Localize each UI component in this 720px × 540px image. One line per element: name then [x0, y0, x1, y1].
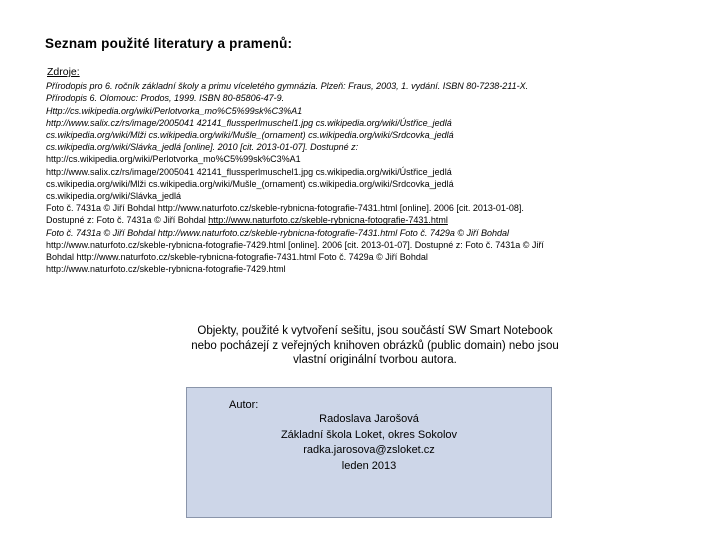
source-line: [46, 190, 686, 202]
note-line: nebo pocházejí z veřejných knihoven obrázků (public domain) nebo jsou: [191, 339, 559, 352]
source-line: [46, 202, 686, 214]
source-text: Http://cs.wikipedia.org/wiki/Perlotvorka_mo%C5%99sk%C3%A1: [46, 105, 303, 116]
source-text: Přírodopis pro 6. ročník základní školy a primu víceletého gymnázia. Plzeň: Fraus, 2003, 1. vydání. ISBN 80-7238-211-X.: [46, 81, 529, 92]
source-text: cs.wikipedia.org/wiki/Slávka_jedlá: [46, 191, 182, 202]
source-text: cs.wikipedia.org/wiki/Mlži cs.wikipedia.org/wiki/Mušle_(ornament) cs.wikipedia.org/wiki/Srdcovka_jedlá: [46, 130, 454, 141]
source-line: [46, 251, 686, 263]
source-text: http://www.salix.cz/rs/image/2005041 42141_flussperlmuschel1.jpg cs.wikipedia.org/wiki/Ústřice_jedlá: [46, 166, 452, 177]
source-text: Bohdal http://www.naturfoto.cz/skeble-rybnicna-fotografie-7431.html Foto č. 7429a © Jiří Bohdal: [46, 252, 428, 263]
source-line: [46, 214, 686, 226]
source-text: Foto č. 7431a © Jiří Bohdal http://www.naturfoto.cz/skeble-rybnicna-fotografie-7431.html [online]. 2006 [cit. 2013-01-08].: [46, 203, 524, 214]
sources-section: [46, 66, 686, 275]
author-name: Radoslava Jarošová: [319, 413, 419, 425]
source-text: Foto č. 7431a © Jiří Bohdal http://www.naturfoto.cz/skeble-rybnicna-fotografie-7431.html Foto č. 7429a © Jiří Bohdal: [46, 227, 509, 238]
source-line: [46, 178, 686, 190]
source-line: [46, 239, 686, 251]
source-line: [46, 80, 686, 92]
author-details: [187, 412, 551, 474]
source-line: [46, 105, 686, 117]
author-label: Autor:: [229, 399, 259, 411]
source-line: [46, 141, 686, 153]
sources-heading: Zdroje:: [47, 66, 80, 78]
source-line: [46, 92, 686, 104]
objects-note: [165, 324, 585, 368]
source-line: [46, 227, 686, 239]
author-school: Základní škola Loket, okres Sokolov: [280, 428, 458, 441]
source-line: [46, 153, 686, 165]
source-line: [46, 263, 686, 275]
author-box: [186, 387, 552, 518]
source-text: cs.wikipedia.org/wiki/Mlži cs.wikipedia.org/wiki/Mušle_(ornament) cs.wikipedia.org/wiki/Srdcovka_jedlá: [46, 178, 454, 189]
sources-list: [46, 80, 686, 275]
author-email[interactable]: radka.jarosova@zsloket.cz: [303, 444, 435, 456]
source-text: http://www.naturfoto.cz/skeble-rybnicna-fotografie-7429.html: [46, 264, 286, 275]
source-line: [46, 117, 686, 129]
source-line: [46, 129, 686, 141]
source-line: [46, 166, 686, 178]
author-date: leden 2013: [341, 459, 397, 472]
page-title: Seznam použité literatury a pramenů:: [45, 36, 293, 51]
source-text: Přírodopis 6. Olomouc: Prodos, 1999. ISBN 80-85806-47-9.: [46, 93, 285, 104]
note-line: Objekty, použité k vytvoření sešitu, jsou součástí SW Smart Notebook: [197, 325, 553, 337]
source-text: Dostupné z: Foto č. 7431a © Jiří Bohdal: [46, 215, 209, 226]
source-link[interactable]: http://www.naturfoto.cz/skeble-rybnicna-fotografie-7431.html: [208, 215, 448, 226]
note-line: vlastní originální tvorbou autora.: [293, 354, 457, 367]
source-text: http://www.naturfoto.cz/skeble-rybnicna-fotografie-7429.html [online]. 2006 [cit. 2013-01-07]. Dostupné z: Foto č. 7431a © Jiří: [46, 239, 544, 250]
source-text: http://cs.wikipedia.org/wiki/Perlotvorka_mo%C5%99sk%C3%A1: [46, 154, 301, 165]
source-text: cs.wikipedia.org/wiki/Slávka_jedlá [online]. 2010 [cit. 2013-01-07]. Dostupné z:: [46, 142, 359, 153]
source-text: http://www.salix.cz/rs/image/2005041 42141_flussperlmuschel1.jpg cs.wikipedia.org/wiki/Ústřice_jedlá: [46, 117, 452, 128]
